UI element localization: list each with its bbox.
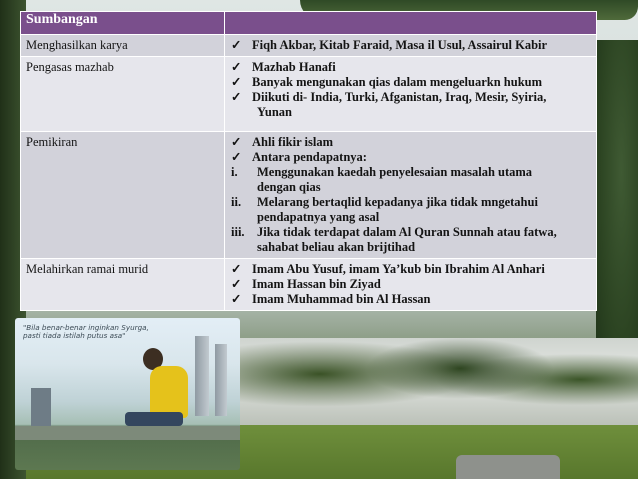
table-row bbox=[21, 132, 597, 259]
quote-image bbox=[15, 318, 240, 470]
table-header-label: Sumbangan bbox=[21, 12, 225, 35]
numbered-item: iii. Jika tidak terdapat dalam Al Quran Sunnah atau fatwa, bbox=[231, 225, 557, 239]
table-header-row bbox=[21, 12, 597, 35]
list-item: ✓ Antara pendapatnya: bbox=[231, 150, 367, 164]
table-row bbox=[21, 259, 597, 311]
numbered-item: i. Menggunakan kaedah penyelesaian masalah utama bbox=[231, 165, 533, 179]
check-icon: ✓ bbox=[231, 262, 242, 276]
list-item: ✓ Imam Muhammad bin Al Hassan bbox=[231, 292, 431, 306]
row-label: Pemikiran bbox=[21, 132, 225, 259]
row-label: Pengasas mazhab bbox=[21, 57, 225, 132]
numbered-item-continuation: sahabat beliau akan brijtihad bbox=[257, 240, 416, 254]
tower-building bbox=[215, 344, 227, 416]
table-header-empty bbox=[225, 12, 597, 35]
tree-right bbox=[596, 40, 638, 370]
sumbangan-table bbox=[20, 11, 597, 311]
row-content bbox=[225, 57, 597, 132]
ledge bbox=[15, 426, 240, 440]
list-item: ✓ Ahli fikir islam bbox=[231, 135, 334, 149]
list-item: ✓ Imam Abu Yusuf, imam Ya’kub bin Ibrahim Al Anhari bbox=[231, 262, 545, 276]
stone-block bbox=[456, 455, 560, 479]
list-item: ✓ Mazhab Hanafi bbox=[231, 60, 336, 74]
row-label: Melahirkan ramai murid bbox=[21, 259, 225, 311]
check-icon: ✓ bbox=[231, 135, 242, 149]
row-content bbox=[225, 35, 597, 57]
check-icon: ✓ bbox=[231, 277, 242, 291]
quote-text: "Bila benar-benar inginkan Syurga, pasti tiada istilah putus asa" bbox=[23, 323, 149, 340]
numbered-item-continuation: dengan qias bbox=[257, 180, 321, 194]
check-icon: ✓ bbox=[231, 75, 242, 89]
row-content bbox=[225, 259, 597, 311]
list-item: ✓ Imam Hassan bin Ziyad bbox=[231, 277, 381, 291]
tower-building bbox=[195, 336, 209, 416]
person-legs bbox=[125, 412, 183, 426]
person-figure bbox=[150, 366, 188, 418]
check-icon: ✓ bbox=[231, 38, 242, 52]
city-building bbox=[31, 388, 51, 426]
numbered-item-continuation: pendapatnya yang asal bbox=[257, 210, 380, 224]
table-row bbox=[21, 57, 597, 132]
row-label: Menghasilkan karya bbox=[21, 35, 225, 57]
palm-trees bbox=[240, 330, 638, 440]
check-icon: ✓ bbox=[231, 292, 242, 306]
list-item: ✓ Diikuti di- India, Turki, Afganistan, Iraq, Mesir, Syiria, bbox=[231, 90, 547, 104]
list-item: ✓ Fiqh Akbar, Kitab Faraid, Masa il Usul, Assairul Kabir bbox=[231, 38, 548, 52]
numbered-item: ii. Melarang bertaqlid kepadanya jika tidak mngetahui bbox=[231, 195, 538, 209]
check-icon: ✓ bbox=[231, 150, 242, 164]
list-item-continuation: Yunan bbox=[257, 105, 292, 119]
check-icon: ✓ bbox=[231, 90, 242, 104]
check-icon: ✓ bbox=[231, 60, 242, 74]
table-row bbox=[21, 35, 597, 57]
row-content bbox=[225, 132, 597, 259]
list-item: ✓ Banyak mengunakan qias dalam mengeluarkn hukum bbox=[231, 75, 543, 89]
